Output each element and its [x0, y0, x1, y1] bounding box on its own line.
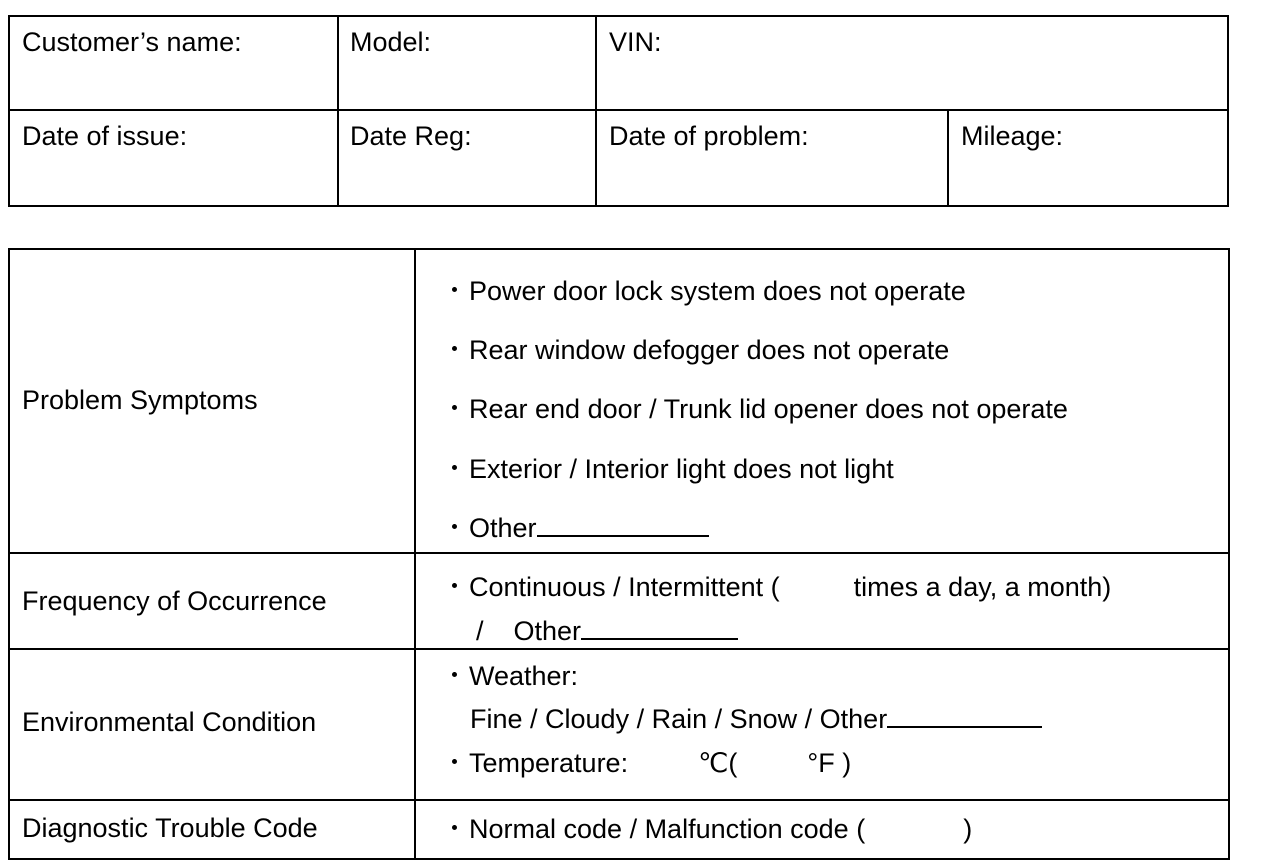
weather-line	[441, 661, 578, 691]
bullet: ・	[441, 513, 468, 543]
customer-name-label: Customer’s name:	[22, 27, 242, 57]
bullet: ・	[441, 335, 468, 365]
header-col-divider-1	[337, 15, 339, 207]
date-of-issue-label: Date of issue:	[22, 121, 188, 151]
temperature-line	[441, 748, 851, 778]
symptom-item	[441, 454, 894, 484]
temperature-label: Temperature:	[469, 748, 629, 778]
symptom-item	[441, 276, 966, 306]
bullet: ・	[441, 814, 468, 844]
frequency-label: Frequency of Occurrence	[22, 586, 327, 616]
detail-row-divider-2	[8, 648, 1230, 650]
frequency-text-b: times a day, a month)	[853, 572, 1112, 602]
symptom-text: Exterior / Interior light does not light	[469, 454, 894, 484]
frequency-line-1	[441, 572, 1111, 602]
bullet: ・	[441, 748, 468, 778]
symptom-text: Rear end door / Trunk lid opener does not operate	[469, 394, 1068, 424]
symptom-text: Rear window defogger does not operate	[469, 335, 950, 365]
header-col-divider-2	[595, 15, 597, 207]
bullet: ・	[441, 572, 468, 602]
frequency-line-2	[476, 616, 738, 646]
model-label: Model:	[350, 27, 432, 57]
dtc-line	[441, 814, 972, 844]
date-of-problem-label: Date of problem:	[609, 121, 809, 151]
date-reg-label: Date Reg:	[350, 121, 472, 151]
problem-symptoms-label: Problem Symptoms	[22, 385, 258, 415]
symptom-item	[441, 335, 949, 365]
frequency-text-a: Continuous / Intermittent (	[469, 572, 780, 602]
detail-row-divider-3	[8, 799, 1230, 801]
detail-row-divider-1	[8, 552, 1230, 554]
dtc-label: Diagnostic Trouble Code	[22, 813, 318, 843]
bullet: ・	[441, 661, 468, 691]
other-blank[interactable]	[537, 513, 709, 537]
weather-options-line	[470, 704, 1042, 734]
weather-options: Fine / Cloudy / Rain / Snow / Other	[470, 704, 888, 734]
frequency-other: Other	[513, 616, 582, 646]
frequency-slash: /	[476, 616, 484, 646]
symptom-item	[441, 513, 709, 543]
symptom-text: Other	[469, 513, 537, 543]
detail-col-divider	[414, 248, 416, 860]
header-row-divider	[8, 109, 1229, 111]
fahrenheit-unit: °F )	[807, 748, 852, 778]
celsius-unit: ℃(	[698, 748, 738, 778]
weather-label: Weather:	[469, 661, 579, 691]
header-col-divider-3	[947, 109, 949, 207]
environment-label: Environmental Condition	[22, 707, 317, 737]
bullet: ・	[441, 454, 468, 484]
weather-other-blank[interactable]	[887, 704, 1042, 728]
symptom-text: Power door lock system does not operate	[469, 276, 966, 306]
bullet: ・	[441, 394, 468, 424]
mileage-label: Mileage:	[961, 121, 1064, 151]
dtc-text-a: Normal code / Malfunction code (	[469, 814, 866, 844]
dtc-text-b: )	[963, 814, 973, 844]
vin-label: VIN:	[609, 27, 662, 57]
frequency-other-blank[interactable]	[581, 616, 738, 640]
symptom-item	[441, 394, 1068, 424]
bullet: ・	[441, 276, 468, 306]
